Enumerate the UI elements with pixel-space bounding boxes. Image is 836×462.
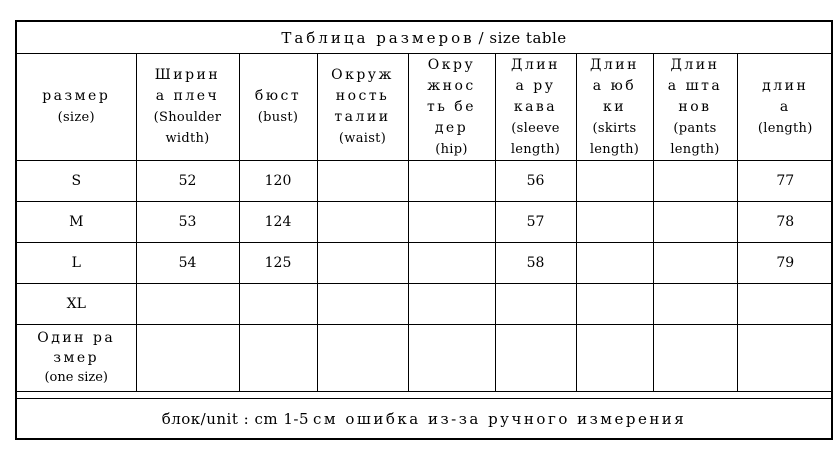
table-cell — [495, 284, 576, 325]
table-cell — [653, 161, 737, 202]
size-label: L — [17, 243, 136, 284]
header-label-en: (size) — [57, 110, 95, 125]
error-note: см ошибка из-за ручного измерения — [313, 409, 687, 428]
table-cell — [576, 243, 653, 284]
table-cell — [576, 161, 653, 202]
table-cell: 77 — [737, 161, 833, 202]
column-header — [239, 54, 317, 161]
header-label-ru: Ширин — [154, 67, 221, 83]
size-label-en: (one size) — [44, 370, 109, 385]
column-header — [576, 54, 653, 161]
table-cell — [317, 161, 408, 202]
table-cell — [576, 284, 653, 325]
table-cell — [576, 325, 653, 392]
header-label-en: (pants — [673, 120, 717, 136]
header-label-ru: дер — [434, 119, 469, 136]
table-cell — [317, 243, 408, 284]
size-label: XL — [17, 284, 136, 325]
size-label-ru: Один ра — [37, 330, 116, 346]
header-label-ru: Окру — [427, 56, 476, 73]
size-label: S — [17, 161, 136, 202]
table-cell — [737, 284, 833, 325]
header-label-en: (skirts — [592, 120, 637, 136]
table-cell: 52 — [136, 161, 239, 202]
header-label-ru: талии — [334, 109, 391, 125]
table-row-one-size — [17, 325, 833, 392]
table-cell — [576, 202, 653, 243]
header-label-ru: а шта — [667, 77, 723, 94]
table-row — [17, 161, 833, 202]
table-cell — [239, 284, 317, 325]
table-cell — [495, 325, 576, 392]
table-cell — [136, 325, 239, 392]
header-label-ru: а — [779, 98, 791, 115]
header-label-ru: ки — [602, 98, 627, 115]
header-label-en: length) — [670, 141, 720, 157]
header-label-ru: а юб — [592, 77, 637, 94]
header-label-ru: Длин — [590, 56, 639, 73]
header-label-ru: жнос — [427, 77, 476, 94]
header-label-ru: ть бе — [426, 98, 477, 115]
measurement-note — [17, 398, 831, 438]
size-table — [17, 54, 833, 392]
table-cell — [653, 325, 737, 392]
table-cell — [317, 202, 408, 243]
column-header — [408, 54, 495, 161]
table-cell — [239, 325, 317, 392]
table-cell — [408, 202, 495, 243]
column-header — [737, 54, 833, 161]
header-row — [17, 54, 833, 161]
header-label-en: length) — [589, 141, 640, 157]
size-label-ru: змер — [53, 350, 100, 366]
header-label-ru: Длин — [670, 56, 720, 73]
table-cell: 78 — [737, 202, 833, 243]
header-label-en: (length) — [757, 120, 813, 136]
table-cell: 125 — [239, 243, 317, 284]
header-label-en: length) — [510, 141, 561, 157]
header-label-en: (hip) — [435, 141, 468, 157]
table-cell — [317, 284, 408, 325]
table-cell: 54 — [136, 243, 239, 284]
header-label-en: (Shoulder — [153, 110, 222, 125]
table-cell: 124 — [239, 202, 317, 243]
size-label: M — [17, 202, 136, 243]
header-label-ru: Длин — [511, 56, 560, 73]
size-label — [17, 325, 136, 392]
table-row — [17, 284, 833, 325]
header-label-ru: бюст — [254, 88, 302, 104]
header-label-ru: а плеч — [155, 88, 220, 104]
table-cell: 79 — [737, 243, 833, 284]
header-label-ru: размер — [42, 88, 111, 104]
header-label-ru: кава — [513, 98, 558, 115]
table-cell: 120 — [239, 161, 317, 202]
header-label-ru: нов — [678, 98, 712, 115]
table-row — [17, 243, 833, 284]
table-cell — [408, 284, 495, 325]
header-label-en: (bust) — [257, 110, 299, 125]
header-label-en: (sleeve — [511, 120, 560, 136]
column-header — [653, 54, 737, 161]
table-cell — [408, 243, 495, 284]
title-ru: Таблица размеров — [281, 28, 475, 47]
table-cell — [317, 325, 408, 392]
table-cell — [653, 243, 737, 284]
table-cell — [653, 202, 737, 243]
title-en: / size table — [478, 28, 567, 47]
table-cell: 57 — [495, 202, 576, 243]
table-cell: 53 — [136, 202, 239, 243]
table-title — [17, 22, 831, 54]
table-cell — [408, 161, 495, 202]
table-cell: 56 — [495, 161, 576, 202]
table-row — [17, 202, 833, 243]
header-label-ru: длин — [762, 77, 809, 94]
column-header — [136, 54, 239, 161]
header-label-ru: ность — [335, 88, 390, 104]
table-cell — [653, 284, 737, 325]
table-cell — [737, 325, 833, 392]
size-chart — [15, 20, 833, 440]
header-label-en: (waist) — [338, 131, 387, 146]
column-header — [17, 54, 136, 161]
table-cell: 58 — [495, 243, 576, 284]
column-header — [317, 54, 408, 161]
header-label-ru: а ру — [515, 77, 556, 94]
header-label-en: width) — [165, 131, 210, 146]
table-cell — [136, 284, 239, 325]
header-label-ru: Окруж — [331, 67, 394, 83]
column-header — [495, 54, 576, 161]
unit-note: блок/unit : cm 1-5 — [161, 409, 310, 428]
table-cell — [408, 325, 495, 392]
